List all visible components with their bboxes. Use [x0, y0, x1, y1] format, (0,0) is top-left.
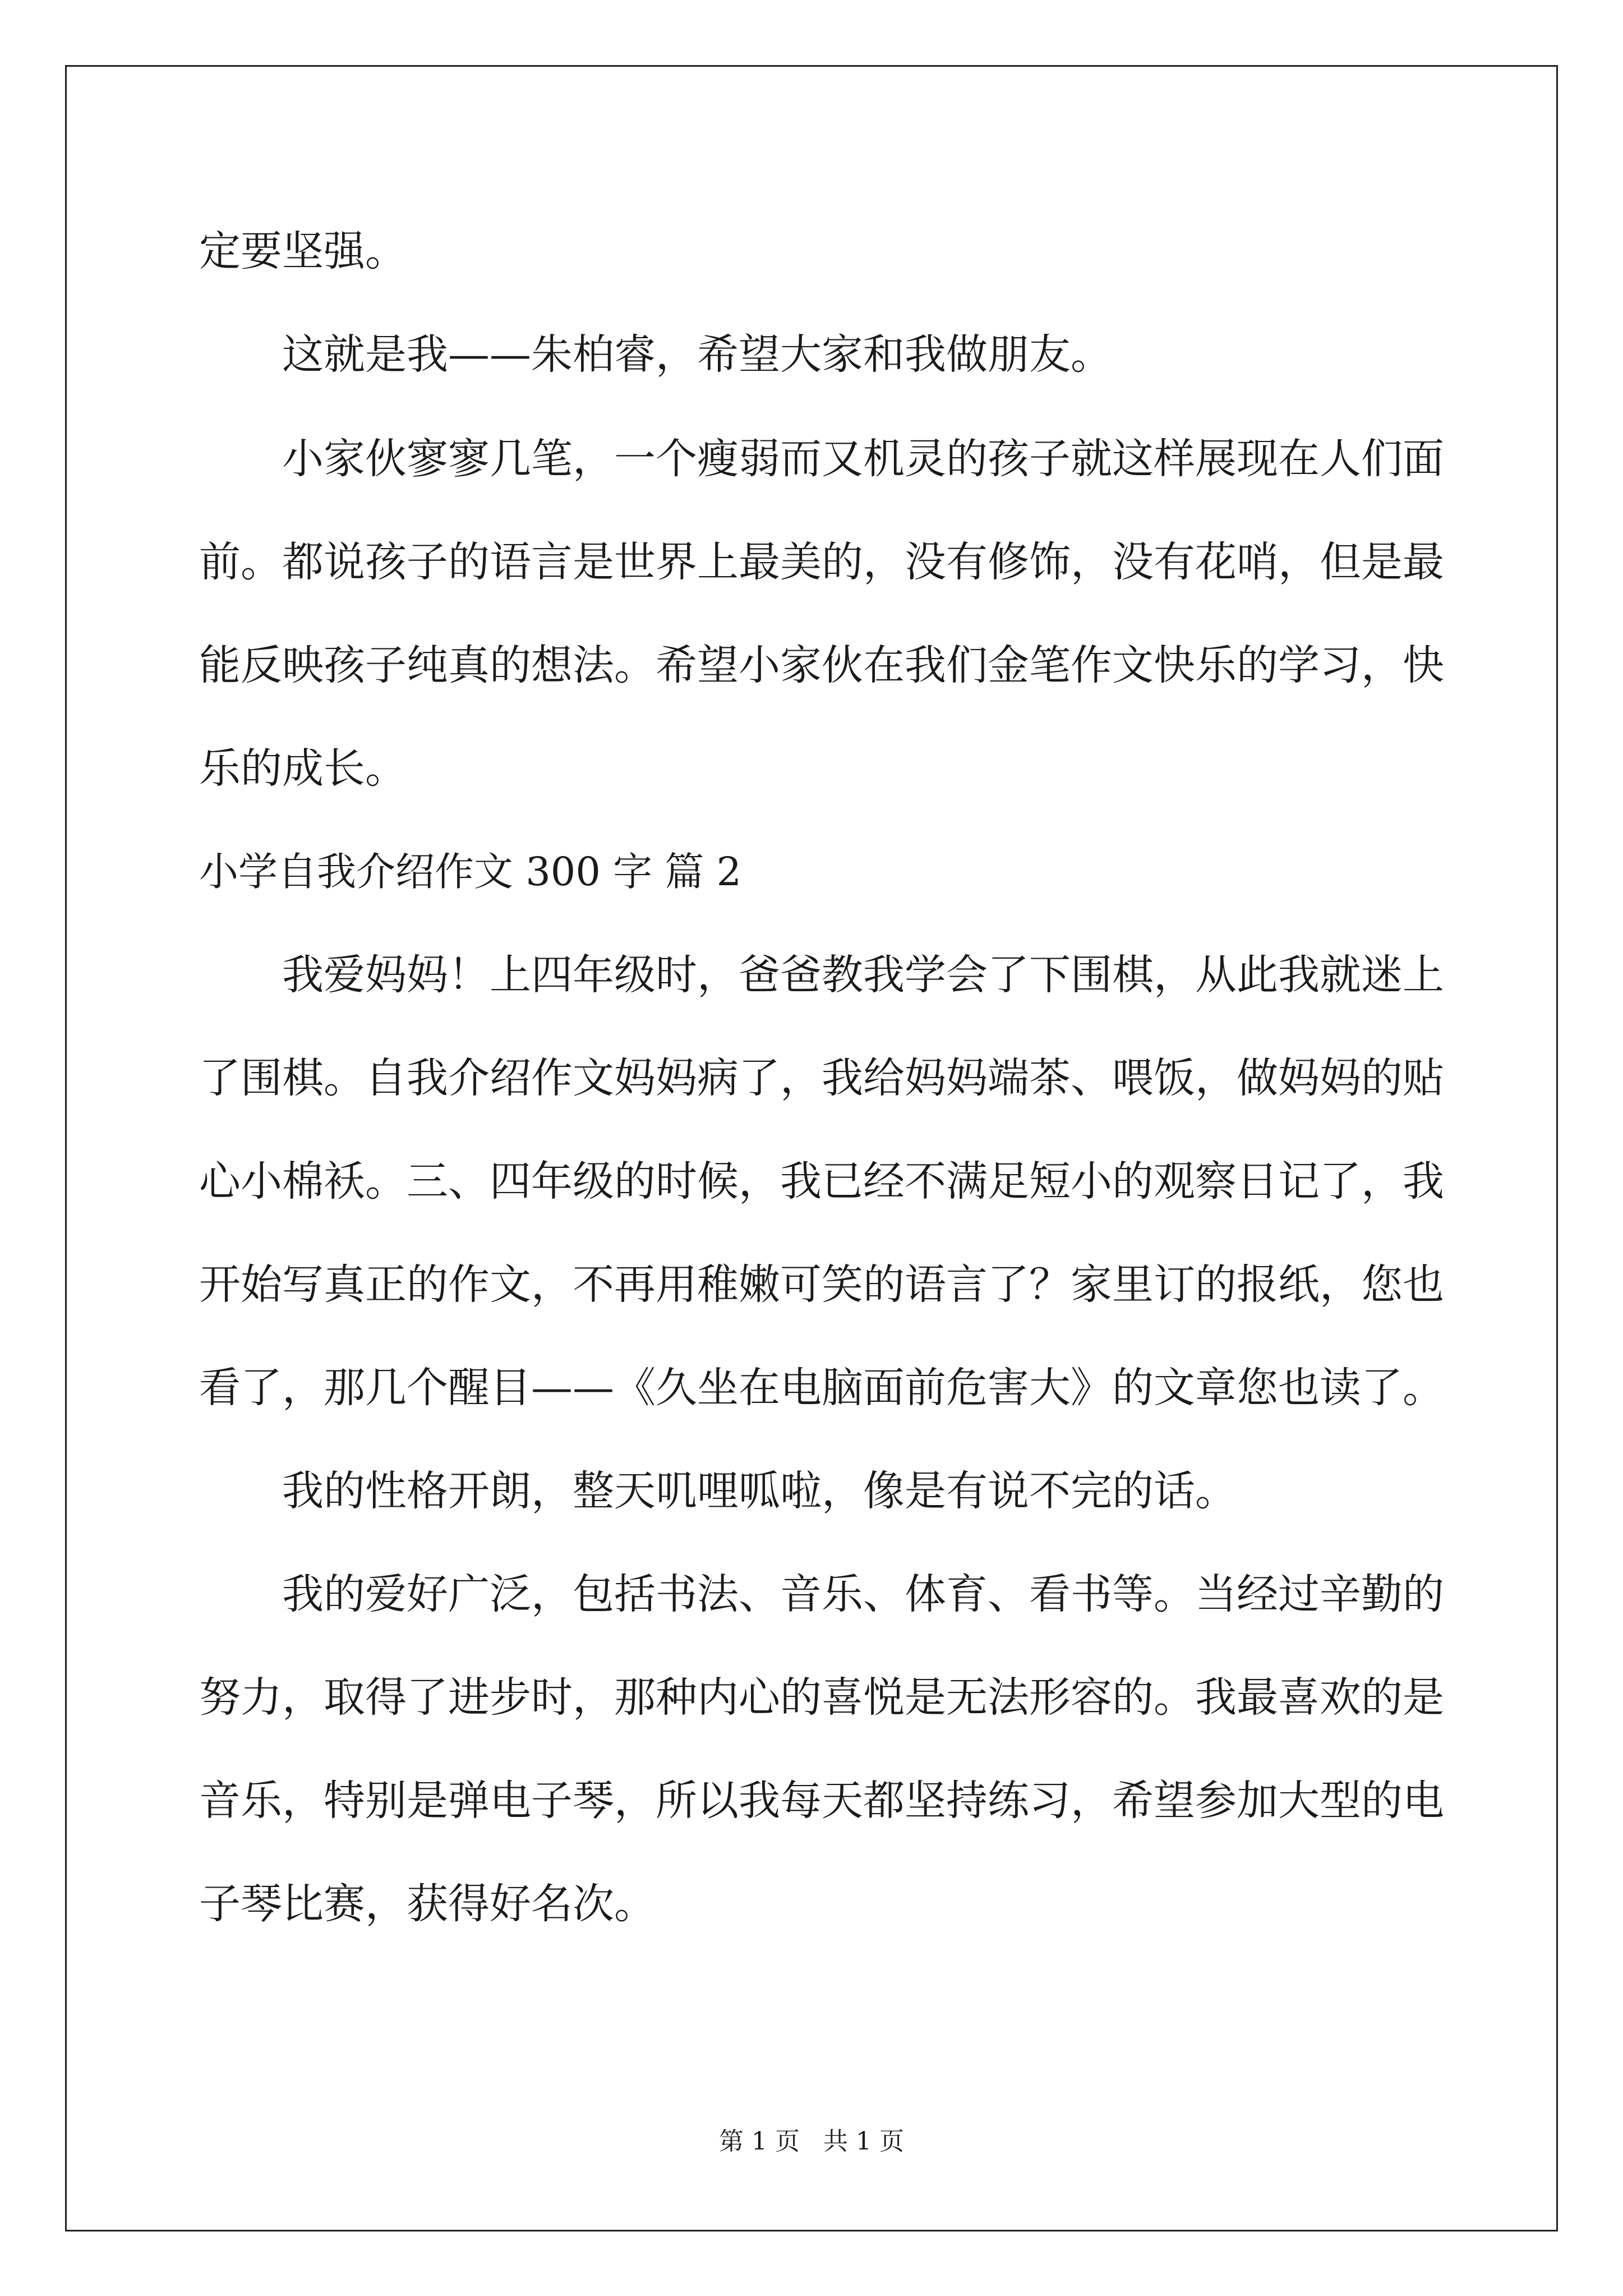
paragraph-line: 音乐，特别是弹电子琴，所以我每天都坚持练习，希望参加大型的电	[199, 1777, 1444, 1825]
paragraph-line: 前。都说孩子的语言是世界上最美的，没有修饰，没有花哨，但是最	[199, 538, 1444, 586]
paragraph-line: 这就是我——朱柏睿，希望大家和我做朋友。	[282, 330, 1112, 379]
paragraph-line: 能反映孩子纯真的想法。希望小家伙在我们金笔作文快乐的学习，快	[199, 641, 1444, 689]
section-heading: 小学自我介绍作文 300 字 篇 2	[199, 849, 742, 895]
paragraph-line: 小家伙寥寥几笔，一个瘦弱而又机灵的孩子就这样展现在人们面	[282, 435, 1444, 483]
paragraph-line: 努力，取得了进步时，那种内心的喜悦是无法形容的。我最喜欢的是	[199, 1673, 1444, 1722]
page-footer: 第 1 页 共 1 页	[719, 2127, 904, 2156]
paragraph-line: 子琴比赛，获得好名次。	[199, 1880, 656, 1928]
paragraph-line: 我的性格开朗，整天叽哩呱啦，像是有说不完的话。	[282, 1467, 1237, 1515]
paragraph-line: 乐的成长。	[199, 744, 407, 793]
paragraph-line: 我爱妈妈！上四年级时，爸爸教我学会了下围棋，从此我就迷上	[282, 951, 1444, 999]
paragraph-line: 定要坚强。	[199, 227, 407, 275]
paragraph-line: 了围棋。自我介绍作文妈妈病了，我给妈妈端茶、喂饭，做妈妈的贴	[199, 1054, 1444, 1102]
paragraph-line: 心小棉袄。三、四年级的时候，我已经不满足短小的观察日记了，我	[199, 1157, 1444, 1205]
paragraph-line: 开始写真正的作文，不再用稚嫩可笑的语言了？家里订的报纸，您也	[199, 1260, 1444, 1309]
paragraph-line: 我的爱好广泛，包括书法、音乐、体育、看书等。当经过辛勤的	[282, 1570, 1444, 1618]
paragraph-line: 看了，那几个醒目——《久坐在电脑面前危害大》的文章您也读了。	[199, 1364, 1444, 1412]
